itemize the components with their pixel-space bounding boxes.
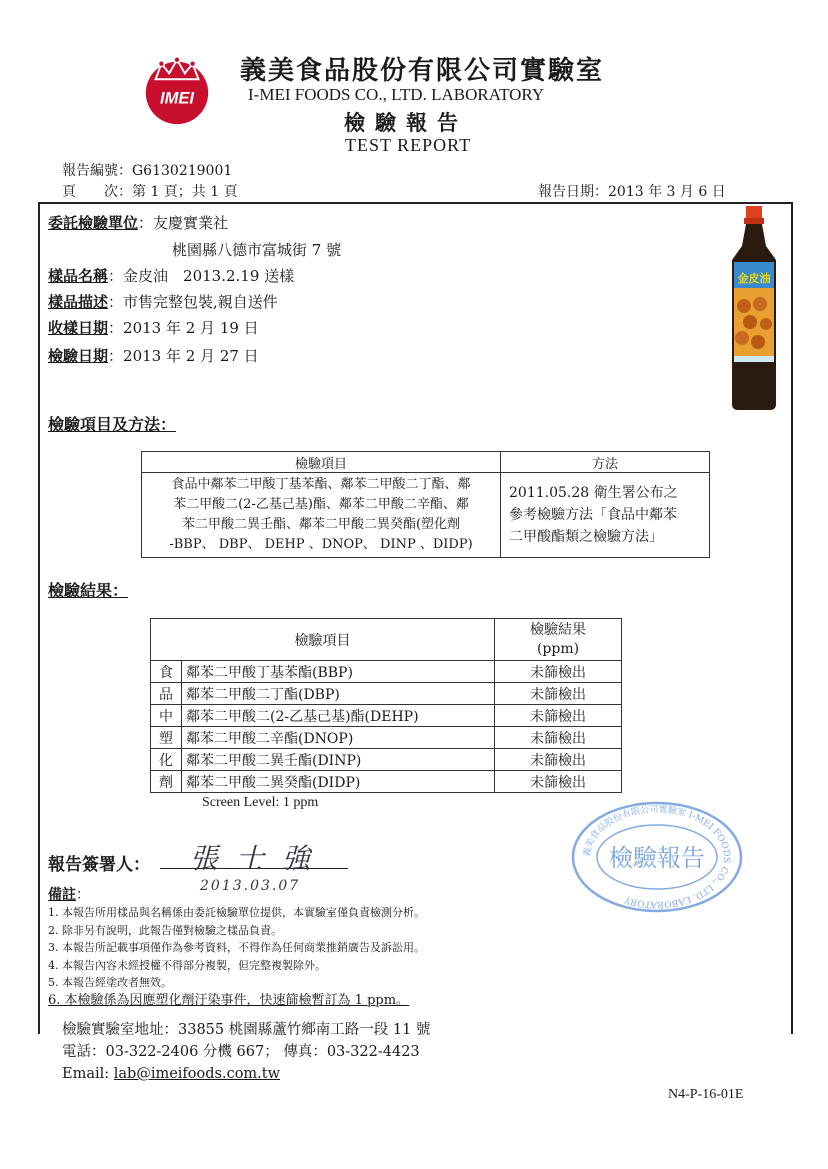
- methods-col-method: 方法: [501, 452, 710, 473]
- result-item: 鄰苯二甲酸二(2-乙基己基)酯(DEHP): [182, 705, 495, 727]
- group-char: 劑: [151, 771, 182, 793]
- footer: [62, 1019, 430, 1085]
- sample-description: 樣品描述：市售完整包裝,親自送件: [48, 293, 278, 311]
- lab-address: 檢驗實驗室地址：33855 桃園縣蘆竹鄉南工路一段 11 號: [62, 1022, 431, 1038]
- sample-bottle-photo: [724, 206, 784, 410]
- remark-item: 2. 除非另有說明，此報告僅對檢驗之樣品負責。: [48, 923, 282, 937]
- group-char: 塑: [151, 727, 182, 749]
- group-char: 食: [151, 661, 182, 683]
- results-table: [150, 618, 622, 793]
- result-value: 未篩檢出: [495, 771, 622, 793]
- imei-logo: [138, 50, 216, 128]
- remark-item: 5. 本報告經塗改者無效。: [48, 976, 172, 989]
- company-name-en: I-MEI FOODS CO., LTD. LABORATORY: [248, 85, 545, 104]
- remark-item-emphasis: 6. 本檢驗係為因應塑化劑汙染事件，快速篩檢暫訂為 1 ppm。: [48, 992, 410, 1008]
- remark-item: 4. 本報告內容未經授權不得部分複製，但完整複製除外。: [48, 958, 326, 972]
- result-value: 未篩檢出: [495, 683, 622, 705]
- signature-name: 張士強: [190, 842, 329, 875]
- page-count: 頁 次：第 1 頁；共 1 頁: [62, 184, 238, 200]
- signature-date: 2013.03.07: [200, 878, 301, 894]
- lab-phone: 電話：03-322-2406 分機 667； 傳真：03-322-4423: [62, 1044, 420, 1060]
- stamp-center-text: 檢驗報告: [609, 844, 705, 872]
- result-value: 未篩檢出: [495, 705, 622, 727]
- group-char: 品: [151, 683, 182, 705]
- methods-item-cell: 食品中鄰苯二甲酸丁基苯酯、鄰苯二甲酸二丁酯、鄰 苯二甲酸二(2-乙基己基)酯、鄰苯二甲酸二辛酯、鄰 苯二甲酸二異壬酯、鄰苯二甲酸二異癸酯(塑化劑 -BBP、 DBP、 DEHP 、DNOP、 DINP 、DIDP): [142, 473, 501, 558]
- results-col-result: 檢驗結果 (ppm): [495, 619, 622, 661]
- client-address: 桃園縣八德市富城街 7 號: [172, 241, 342, 259]
- bottle-label: 金皮油: [737, 272, 771, 285]
- email-link[interactable]: lab@imeifoods.com.tw: [113, 1066, 281, 1082]
- group-char: 中: [151, 705, 182, 727]
- remarks-list: [48, 904, 425, 1009]
- sample-name: 樣品名稱：金皮油 2013.2.19 送樣: [48, 267, 295, 285]
- lab-seal-stamp: [570, 800, 744, 914]
- result-value: 未篩檢出: [495, 749, 622, 771]
- methods-method-cell: 2011.05.28 衛生署公布之 參考檢驗方法「食品中鄰苯 二甲酸酯類之檢驗方法」: [501, 473, 710, 558]
- report-number: 報告編號：G6130219001: [62, 163, 233, 179]
- results-section-title: 檢驗結果：: [48, 581, 129, 600]
- lab-email-row: Email: lab@imeifoods.com.tw: [62, 1066, 281, 1082]
- result-item: 鄰苯二甲酸二異壬酯(DINP): [182, 749, 495, 771]
- remarks-title: 備註：: [48, 887, 90, 903]
- receive-date: 收樣日期：2013 年 2 月 19 日: [48, 319, 259, 337]
- signer-label: 報告簽署人：: [48, 855, 150, 875]
- handwritten-signature: [150, 838, 350, 898]
- logo-text: IMEI: [159, 88, 195, 108]
- methods-section-title: 檢驗項目及方法：: [48, 415, 177, 434]
- group-char: 化: [151, 749, 182, 771]
- methods-table: [141, 451, 710, 558]
- methods-col-item: 檢驗項目: [142, 452, 501, 473]
- report-title-zh: 檢驗報告: [344, 110, 468, 135]
- remark-item: 1. 本報告所用樣品與名稱係由委託檢驗單位提供，本實驗室僅負責檢測分析。: [48, 906, 425, 919]
- result-item: 鄰苯二甲酸二辛酯(DNOP): [182, 727, 495, 749]
- results-col-item: 檢驗項目: [151, 619, 495, 661]
- client-unit: 委託檢驗單位：友慶實業社: [48, 214, 229, 232]
- stamp-ring-text: 義美食品股份有限公司實驗室 I-MEI FOODS CO., LTD. LABORATORY: [582, 804, 732, 910]
- report-title-en: TEST REPORT: [345, 135, 472, 155]
- document-code: N4-P-16-01E: [668, 1087, 744, 1102]
- result-item: 鄰苯二甲酸二丁酯(DBP): [182, 683, 495, 705]
- remark-item: 3. 本報告所記載事項僅作為參考資料，不得作為任何商業推銷廣告及訴訟用。: [48, 941, 425, 954]
- result-item: 鄰苯二甲酸二異癸酯(DIDP): [182, 771, 495, 793]
- screen-level: Screen Level: 1 ppm: [202, 795, 319, 810]
- company-name-zh: 義美食品股份有限公司實驗室: [240, 56, 605, 86]
- result-item: 鄰苯二甲酸丁基苯酯(BBP): [182, 661, 495, 683]
- test-date: 檢驗日期：2013 年 2 月 27 日: [48, 347, 259, 365]
- report-date: 報告日期：2013 年 3 月 6 日: [538, 184, 726, 200]
- result-value: 未篩檢出: [495, 661, 622, 683]
- result-value: 未篩檢出: [495, 727, 622, 749]
